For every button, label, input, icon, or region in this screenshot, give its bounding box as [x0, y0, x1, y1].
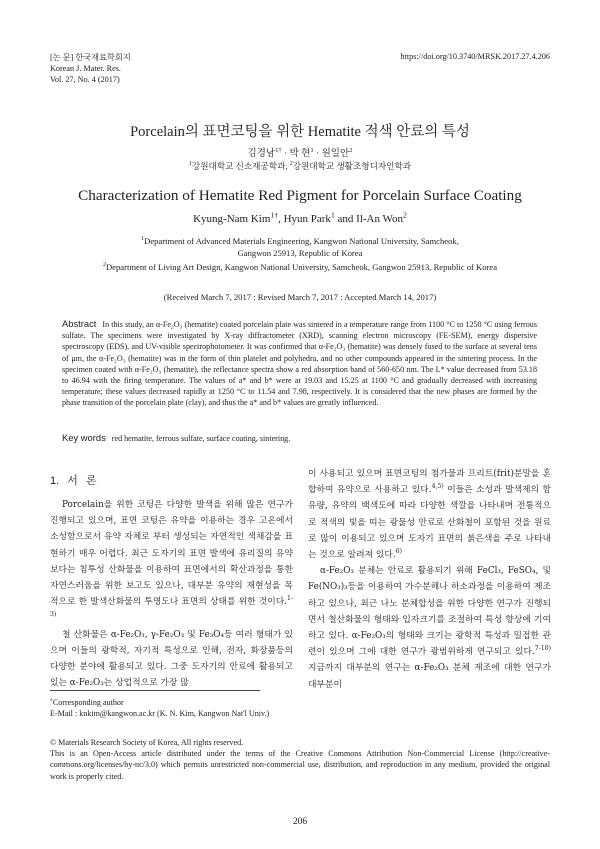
paragraph: 이 사용되고 있으며 표면코팅의 첨가물과 프리트(frit)분말을 혼합하여 유약으로 사용하고 있다.$^{4,5)}$ 이들은 소성과 발색제의 함유량, 유약의 백색도에 따라 다양한 색깔을 나타내며 전통적으로 적색의 빛을 띠는 광물성 안료로 산화철이 포함된 것을 원료로 많이 이용되고 있으며 도자기 표면의 붉은색을 주로 나타내는 것으로 알려져 있다.$^{6)}$ — [308, 469, 551, 561]
paragraph: α-Fe₂O₃ 분체는 안료로 활용되기 위해 FeCl₃, FeSO₄, 및 Fe(NO₃)₃등을 이용하여 가수분해나 하소과정을 이용하여 제조하고 있으나, 최근 나노 분체합성을 위한 다양한 연구가 진행되면서 철산화물의 형태와 입자크기를 조절하여 특성 향상에 기여하고 있다. α-Fe₂O₃의 형태와 크기는 광학적 특성과 밀접한 관련이 있으며 그에 대한 연구가 광범위하게 연구되고 있다.$^{7-10)}$ 지금까지 대부분의 연구는 α-Fe₂O₃ 분체 제조에 대한 연구가 대부분이 — [308, 566, 551, 690]
license-text: This is an Open-Access article distributed under the terms of the Creative Commons Attribution Non-Commercial License (http://creative-commons.org/licenses/by-nc/3.0) which permits unrestricted non-commercial use, distribution, and reproduction in any medium, provided the original work is properly cited. — [50, 749, 550, 781]
body-column-right — [308, 466, 551, 693]
body-column-left — [50, 497, 293, 691]
abstract-text: In this study, an α-Fe₂O₃ (hematite) coated porcelain plate was sintered in a temperature range from 1100 °C to 1250 °C using ferrous sulfate. The specimens were investigated by X-ray diffractometer (XRD), scanning electron microscopy (FE-SEM), energy dispersive spectroscopy (EDS), and UV-visible spectrophotometer. It was confirmed that α-Fe₂O₃ (hematite) was densely fused to the surface at several tens of μm, the α-Fe₂O₃ (hematite) was in the form of thin platelet and polyhedra, and no other compounds appeared in the sintering process. In the specimen coated with α-Fe₂O₃ (hematite), the reflectance spectra show a red absorption band of 560-650 nm. The L* value decreased from 53.18 to 46.94 with the firing temperature. The values of a* and b* were at 19.03 and 15.25 at 1100 °C and gradually decreased with increasing temperature; these values decreased rapidly at 1250 °C to 11.54 and 7.98, respectively. It is considered that the new phases are formed by the phase transition of the porcelain plate (clay), and thus the a* and b* values are greatly influenced. — [62, 320, 537, 408]
footnote-corresponding: Corresponding author — [52, 698, 124, 707]
footnote-divider — [50, 690, 260, 691]
paragraph: Porcelain을 위한 코팅은 다양한 발색을 위해 많은 연구가 진행되고 있으며, 표면 코팅은 유약을 이용하는 경우 고온에서 소성함으로서 유약 자체로 부터 생성되는 자연적인 색채감을 표현하기 매우 어렵다. 최근 도자기의 표면 발색에 유리질의 유약보다는 침투성 산화물을 이용하여 표면에서의 확산과정을 통한 자연스러움을 위한 보고도 있으나, 대부분 유약의 재현성을 목적으로 한 발색산화물의 투명도나 표면의 상태를 위한 것이다.$^{1-3)}$ — [50, 500, 293, 619]
section-heading: 1. 서 론 — [50, 475, 97, 487]
affil-en-2: Department of Living Art Design, Kangwon National University, Samcheok, Gangwon 25913, Republic of Korea — [105, 262, 498, 272]
keywords-text: red hematite, ferrous sulfate, surface coating, sintering. — [111, 434, 291, 443]
authors-korean: 김경남$^{1\dagger}$ · 박 현$^1$ · 원일안$^2$ — [247, 146, 353, 159]
affil-en-1: Department of Advanced Materials Engineering, Kangwon National University, Samcheok, — [144, 236, 459, 246]
keywords-label: Key words — [62, 432, 106, 443]
author-ko-3: · 원일안 — [316, 149, 350, 159]
abstract-label: Abstract — [62, 318, 97, 329]
received-dates: (Received March 7, 2017 : Revised March 7, 2017 : Accepted March 14, 2017) — [163, 292, 437, 302]
author-en-2: , Hyun Park — [278, 213, 331, 225]
paragraph: 철 산화물은 α-Fe₂O₃, γ-Fe₂O₃ 및 Fe₃O₄등 여러 형태가 있으며 이들의 광학적, 자기적 특성으로 인해, 전자, 화장품등의 다양한 분야에 활용되고 있다. 그중 도자기의 안료에 활용되고 있는 α-Fe₂O₃는 상업적으로 가장 많 — [50, 629, 293, 689]
affiliation-english: $^1$Department of Advanced Materials Engineering, Kangwon National University, Samcheok, Gangwon 25913, Republic of Korea $^2$Department of Living Art Design, Kangwon National University, Samcheok, Gangwon 25913, Republic of Korea — [50, 235, 550, 273]
affil-en-1b: Gangwon 25913, Republic of Korea — [237, 248, 363, 258]
journal-name-ko: [논 문] 한국재료학회지 — [50, 53, 131, 62]
authors-english: Kyung-Nam Kim$^{1\dagger}$, Hyun Park$^1$ and Il-An Won$^2$ — [193, 210, 407, 225]
title-korean: Porcelain의 표면코팅을 위한 Hematite 적색 안료의 특성 — [130, 124, 470, 140]
title-english: Characterization of Hematite Red Pigment for Porcelain Surface Coating — [78, 187, 522, 204]
footnote: †Corresponding author E-Mail : knkim@kangwon.ac.kr (K. N. Kim, Kangwon Nat'l Univ.) — [50, 697, 270, 719]
journal-name-en: Korean J. Mater. Res. — [50, 64, 121, 73]
author-en-3: and Il-An Won — [334, 213, 404, 225]
keywords — [62, 432, 537, 443]
author-en-1: Kyung-Nam Kim — [193, 213, 271, 225]
affil-ko-2: 강원대학교 생활조형디자인학과 — [292, 161, 412, 171]
doi-link[interactable]: https://doi.org/10.3740/MRSK.2017.27.4.206 — [400, 52, 550, 61]
journal-info — [50, 52, 131, 85]
copyright-notice — [50, 737, 550, 782]
page-number: 206 — [292, 817, 308, 827]
author-ko-2: · 박 현 — [284, 149, 311, 159]
affil-ko-1: 강원대학교 신소재공학과, — [191, 161, 290, 171]
copyright-line: © Materials Research Society of Korea, All rights reserved. — [50, 738, 244, 747]
affiliation-korean: $^1$강원대학교 신소재공학과, $^2$강원대학교 생활조형디자인학과 — [188, 161, 412, 171]
author-ko-1: 김경남 — [247, 149, 276, 159]
abstract — [62, 318, 537, 409]
footnote-email[interactable]: E-Mail : knkim@kangwon.ac.kr (K. N. Kim, Kangwon Nat'l Univ.) — [50, 709, 270, 719]
journal-volume: Vol. 27, No. 4 (2017) — [50, 75, 120, 84]
